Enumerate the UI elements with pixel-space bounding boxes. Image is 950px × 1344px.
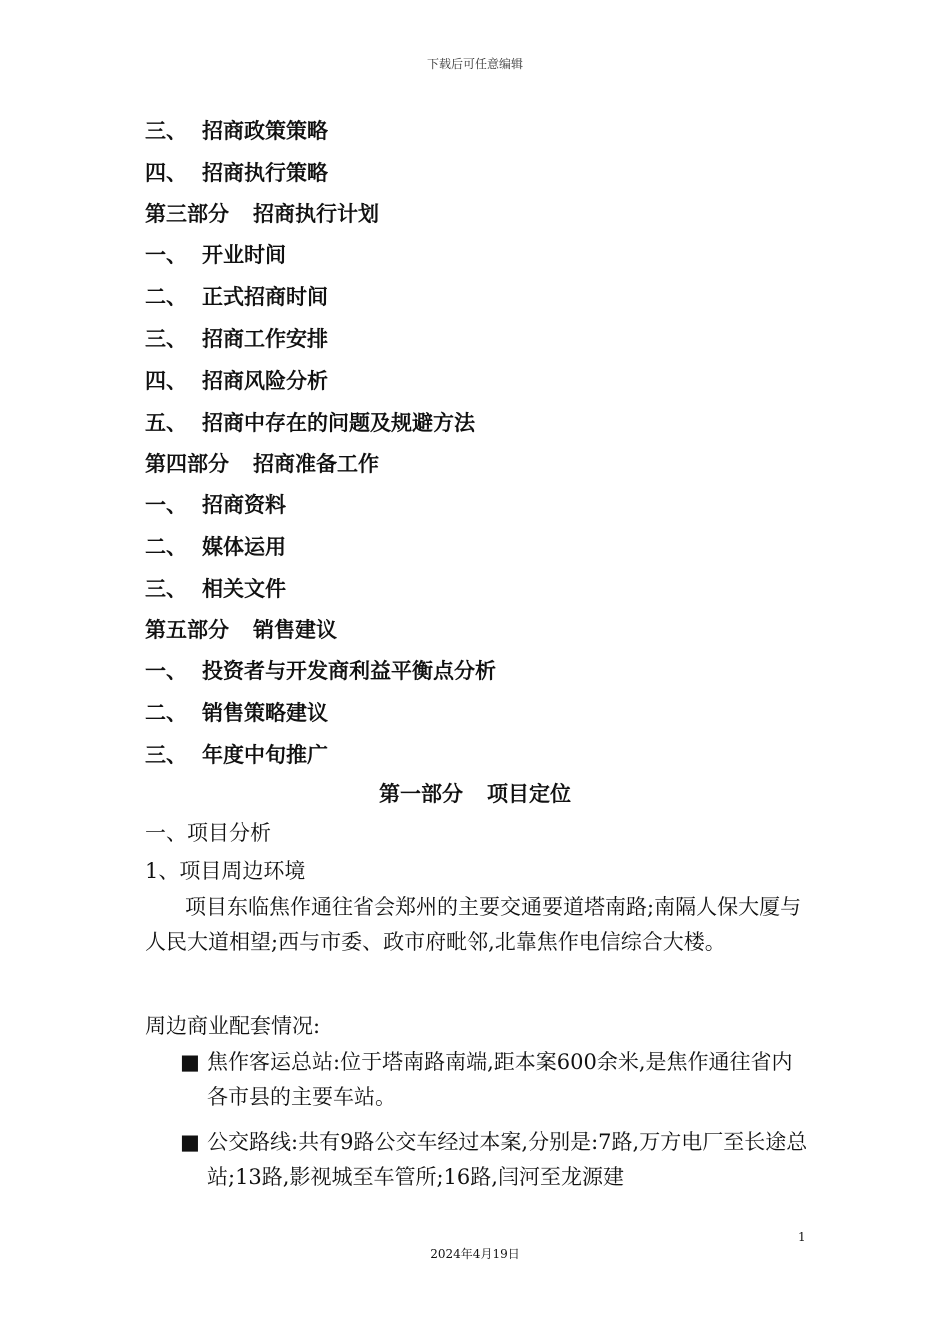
toc-item xyxy=(145,531,286,561)
bullet-text: 公交路线:共有9路公交车经过本案,分别是:7路,万方电厂至长途总站;13路,影视城至车管所;16路,闫河至龙源建 xyxy=(207,1130,808,1189)
toc-text: 招商风险分析 xyxy=(202,369,328,393)
footer-date: 2024年4月19日 xyxy=(430,1247,520,1261)
toc-num: 三、 xyxy=(145,577,187,601)
paragraph: 项目东临焦作通往省会郑州的主要交通要道塔南路;南隔人保大厦与人民大道相望;西与市委、政市府毗邻,北靠焦作电信综合大楼。 xyxy=(145,895,802,954)
toc-text: 相关文件 xyxy=(202,577,286,601)
toc-num: 四、 xyxy=(145,369,187,393)
toc-text: 招商政策策略 xyxy=(202,119,328,143)
toc-part-label: 第三部分 xyxy=(145,202,229,226)
toc-num: 二、 xyxy=(145,285,187,309)
toc-text: 招商执行策略 xyxy=(202,161,328,185)
toc-text: 招商资料 xyxy=(202,493,286,517)
toc-num: 二、 xyxy=(145,701,187,725)
toc-item xyxy=(145,739,328,769)
toc-text: 招商准备工作 xyxy=(253,452,379,476)
toc-num: 三、 xyxy=(145,119,187,143)
section-part-label: 第一部分 xyxy=(379,782,463,806)
toc-item xyxy=(145,407,475,437)
toc-num: 一、 xyxy=(145,659,187,683)
toc-part-label: 第五部分 xyxy=(145,618,229,642)
toc-item xyxy=(145,697,328,727)
toc-text: 招商工作安排 xyxy=(202,327,328,351)
toc-text: 开业时间 xyxy=(202,243,286,267)
toc-num: 四、 xyxy=(145,161,187,185)
page-number: 1 xyxy=(798,1230,806,1244)
toc-item xyxy=(145,655,496,685)
heading-level-1: 一、项目分析 xyxy=(145,821,271,845)
page-header: 下载后可任意编辑 xyxy=(426,57,523,71)
toc-part-label: 第四部分 xyxy=(145,452,229,476)
toc-item xyxy=(145,573,286,603)
square-bullet-icon: ■ xyxy=(180,1050,200,1074)
section-title xyxy=(0,778,950,808)
toc-part xyxy=(145,448,379,478)
toc-num: 三、 xyxy=(145,327,187,351)
toc-item xyxy=(145,239,286,269)
toc-item xyxy=(145,281,328,311)
toc-text: 投资者与开发商利益平衡点分析 xyxy=(202,659,496,683)
toc-text: 销售策略建议 xyxy=(202,701,328,725)
toc-text: 正式招商时间 xyxy=(202,285,328,309)
toc-num: 五、 xyxy=(145,411,187,435)
square-bullet-icon: ■ xyxy=(180,1130,200,1154)
toc-num: 一、 xyxy=(145,243,187,267)
toc-item xyxy=(145,489,286,519)
bullet-text: 焦作客运总站:位于塔南路南端,距本案600余米,是焦作通往省内各市县的主要车站。 xyxy=(207,1050,793,1109)
toc-item xyxy=(145,323,328,353)
toc-part xyxy=(145,614,337,644)
toc-num: 三、 xyxy=(145,743,187,767)
toc-text: 招商中存在的问题及规避方法 xyxy=(202,411,475,435)
toc-part xyxy=(145,198,379,228)
heading-level-2: 1、项目周边环境 xyxy=(145,859,306,883)
toc-item xyxy=(145,365,328,395)
toc-text: 招商执行计划 xyxy=(253,202,379,226)
subheading: 周边商业配套情况: xyxy=(145,1014,321,1038)
toc-text: 媒体运用 xyxy=(202,535,286,559)
bullet-item xyxy=(180,1045,810,1115)
bullet-item xyxy=(180,1125,810,1195)
toc-num: 一、 xyxy=(145,493,187,517)
toc-text: 年度中旬推广 xyxy=(202,743,328,767)
section-title-text: 项目定位 xyxy=(487,782,571,806)
toc-text: 销售建议 xyxy=(253,618,337,642)
toc-item xyxy=(145,157,328,187)
toc-num: 二、 xyxy=(145,535,187,559)
toc-item xyxy=(145,115,328,145)
